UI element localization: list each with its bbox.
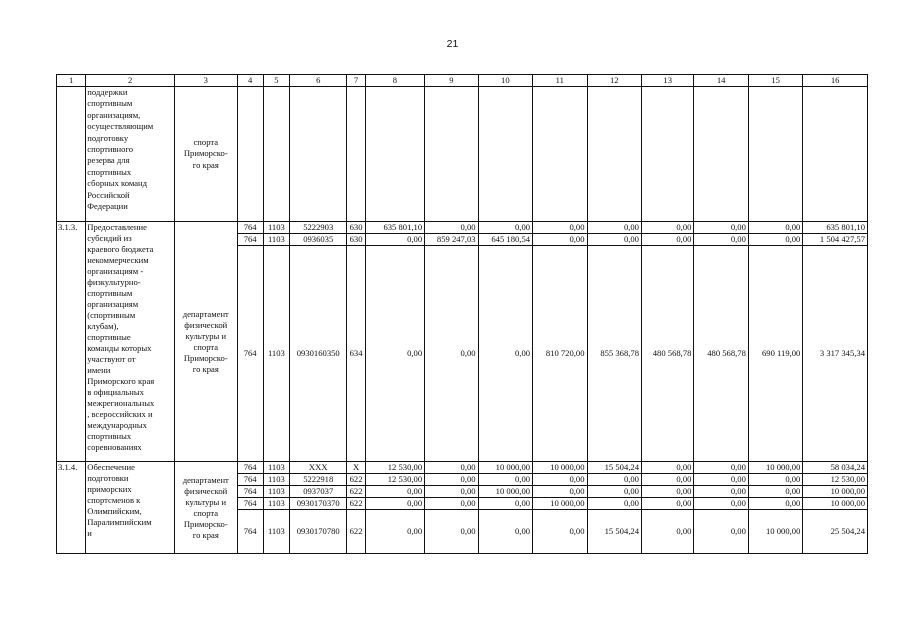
table-cell: 1103 [263, 510, 289, 554]
table-cell: 0,00 [641, 222, 693, 234]
table-cell: 0,00 [478, 510, 532, 554]
table-cell: 0,00 [425, 474, 478, 486]
table-cell: 859 247,03 [425, 234, 478, 246]
table-cell: 0,00 [425, 222, 478, 234]
table-cell: 0,00 [478, 246, 532, 462]
table-cell: 764 [237, 486, 263, 498]
table-cell: 10 000,00 [748, 462, 802, 474]
table-cell: 0930170780 [289, 510, 346, 554]
table-cell: 635 801,10 [365, 222, 425, 234]
table-cell: 0,00 [641, 474, 693, 486]
table-cell: 0,00 [694, 510, 748, 554]
header-cell: 4 [237, 75, 263, 87]
table-cell: 622 [347, 498, 365, 510]
table-cell: 0,00 [478, 474, 532, 486]
table-cell: 622 [347, 474, 365, 486]
table-cell: 12 530,00 [365, 474, 425, 486]
table-cell: 5222918 [289, 474, 346, 486]
header-row [57, 75, 868, 87]
table-cell: 0,00 [425, 486, 478, 498]
table-cell: 630 [347, 234, 365, 246]
table-cell: 634 [347, 246, 365, 462]
table-cell: 0,00 [694, 462, 748, 474]
item-number: 3.1.4. [57, 462, 86, 554]
table-cell: 1 504 427,57 [803, 234, 868, 246]
description-cell: Предоставление субсидий из краевого бюджета некоммерческим организациям - физкультурно- спортивным организациям (спортивным клубам), спортивные команды которых участвуют от имени Приморского края в официальных межрегиональных , всероссийских и международных спортивных соревнованиях [86, 222, 175, 462]
table-cell: 480 568,78 [641, 246, 693, 462]
header-cell: 6 [289, 75, 346, 87]
table-cell: 1103 [263, 498, 289, 510]
table-cell: 0,00 [478, 498, 532, 510]
table-cell: 0,00 [694, 474, 748, 486]
header-cell: 1 [57, 75, 86, 87]
header-cell: 8 [365, 75, 425, 87]
department-cell: спорта Приморско- го края [175, 87, 238, 222]
table-cell: 0,00 [533, 510, 587, 554]
table-cell: 622 [347, 486, 365, 498]
table-cell: 0930170370 [289, 498, 346, 510]
table-cell: 1103 [263, 486, 289, 498]
table-cell: 0,00 [425, 498, 478, 510]
table-cell: 0,00 [478, 222, 532, 234]
table-cell: 0,00 [425, 246, 478, 462]
table-cell: 810 720,00 [533, 246, 587, 462]
table-cell: 622 [347, 510, 365, 554]
table-cell: 15 504,24 [587, 462, 641, 474]
table-row-continuation [57, 87, 868, 222]
table-cell: 0,00 [694, 486, 748, 498]
table-cell: 690 119,00 [748, 246, 802, 462]
table-cell: 10 000,00 [803, 498, 868, 510]
table-cell: 0,00 [694, 222, 748, 234]
table-cell: 855 368,78 [587, 246, 641, 462]
header-cell: 14 [694, 75, 748, 87]
table-cell: 0,00 [641, 498, 693, 510]
table-cell: 10 000,00 [533, 462, 587, 474]
table-cell: 0,00 [587, 474, 641, 486]
table-cell: 0936035 [289, 234, 346, 246]
table-cell: 15 504,24 [587, 510, 641, 554]
item-number: 3.1.3. [57, 222, 86, 462]
table-cell: 0,00 [533, 234, 587, 246]
table-cell: 0,00 [587, 234, 641, 246]
description-cell: Обеспечение подготовки приморских спортсменов к Олимпийским, Паралимпийским и [86, 462, 175, 554]
table-cell: 5222903 [289, 222, 346, 234]
table-cell: 3 317 345,34 [803, 246, 868, 462]
table-cell: 0,00 [748, 474, 802, 486]
table-cell: 12 530,00 [365, 462, 425, 474]
table-cell: 58 034,24 [803, 462, 868, 474]
table-cell: 0,00 [641, 486, 693, 498]
table-cell: 0,00 [641, 510, 693, 554]
header-cell: 11 [533, 75, 587, 87]
department-cell: департамент физической культуры и спорта Приморско- го края [175, 222, 238, 462]
table-cell: 764 [237, 222, 263, 234]
table-cell: X [347, 462, 365, 474]
header-cell: 7 [347, 75, 365, 87]
table-cell: 0,00 [365, 234, 425, 246]
table-cell: 0,00 [533, 486, 587, 498]
header-cell: 16 [803, 75, 868, 87]
table-cell: 480 568,78 [694, 246, 748, 462]
table-cell: 764 [237, 462, 263, 474]
table-cell: 0,00 [748, 498, 802, 510]
page-number: 21 [446, 38, 459, 50]
table-cell: 10 000,00 [478, 486, 532, 498]
table-cell: 10 000,00 [748, 510, 802, 554]
table-row [57, 222, 868, 234]
table-cell: 635 801,10 [803, 222, 868, 234]
table-cell: 0,00 [425, 510, 478, 554]
header-cell: 2 [86, 75, 175, 87]
table-cell: 1103 [263, 462, 289, 474]
description-cell: поддержки спортивным организациям, осуществляющим подготовку спортивного резерва для спортивных сборных команд Российской Федерации [86, 87, 175, 222]
table-cell: 0,00 [641, 234, 693, 246]
table-row [57, 462, 868, 474]
header-cell: 13 [641, 75, 693, 87]
header-cell: 15 [748, 75, 802, 87]
table-cell: XXX [289, 462, 346, 474]
budget-table [56, 74, 868, 554]
table-cell: 10 000,00 [803, 486, 868, 498]
table-cell: 12 530,00 [803, 474, 868, 486]
table-cell: 0,00 [694, 498, 748, 510]
table-cell: 0,00 [365, 510, 425, 554]
department-cell: департамент физической культуры и спорта Приморско- го края [175, 462, 238, 554]
table-cell: 630 [347, 222, 365, 234]
table-cell: 0930160350 [289, 246, 346, 462]
table-cell: 0937037 [289, 486, 346, 498]
table-cell: 1103 [263, 246, 289, 462]
table-cell: 0,00 [365, 498, 425, 510]
header-cell: 5 [263, 75, 289, 87]
table-cell: 764 [237, 474, 263, 486]
table-cell: 0,00 [425, 462, 478, 474]
table-cell: 764 [237, 510, 263, 554]
table-cell: 0,00 [587, 222, 641, 234]
table-cell: 0,00 [365, 486, 425, 498]
table-cell: 25 504,24 [803, 510, 868, 554]
header-cell: 9 [425, 75, 478, 87]
header-cell: 10 [478, 75, 532, 87]
table-cell: 0,00 [365, 246, 425, 462]
table-cell: 0,00 [533, 474, 587, 486]
table-cell: 0,00 [748, 234, 802, 246]
table-cell: 10 000,00 [478, 462, 532, 474]
table-cell: 0,00 [748, 486, 802, 498]
table-cell: 1103 [263, 234, 289, 246]
header-cell: 3 [175, 75, 238, 87]
table-cell: 0,00 [587, 486, 641, 498]
table-cell: 1103 [263, 222, 289, 234]
table-cell: 0,00 [694, 234, 748, 246]
table-cell: 0,00 [641, 462, 693, 474]
table-cell: 764 [237, 234, 263, 246]
table-cell: 0,00 [748, 222, 802, 234]
table-cell: 0,00 [587, 498, 641, 510]
header-cell: 12 [587, 75, 641, 87]
table-cell: 0,00 [533, 222, 587, 234]
table-cell: 1103 [263, 474, 289, 486]
table-cell: 645 180,54 [478, 234, 532, 246]
table-cell: 10 000,00 [533, 498, 587, 510]
table-cell: 764 [237, 498, 263, 510]
table-cell: 764 [237, 246, 263, 462]
